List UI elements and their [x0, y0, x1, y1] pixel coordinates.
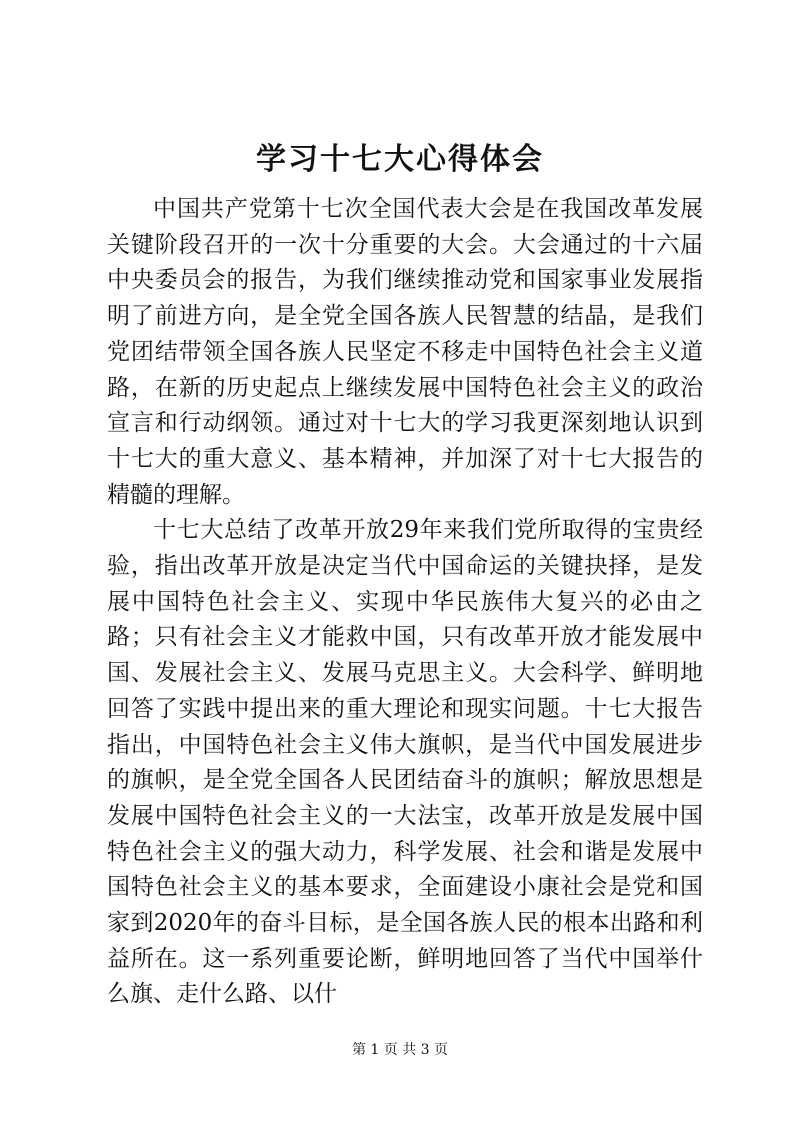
paragraph-2: 十七大总结了改革开放29年来我们党所取得的宝贵经验，指出改革开放是决定当代中国命运的关键抉择，是发展中国特色社会主义、实现中华民族伟大复兴的必由之路；只有社会主义才能救中国，只有改革开放才能发展中国、发展社会主义、发展马克思主义。大会科学、鲜明地回答了实践中提出来的重大理论和现实问题。十七大报告指出，中国特色社会主义伟大旗帜，是当代中国发展进步的旗帜，是全党全国各人民团结奋斗的旗帜；解放思想是发展中国特色社会主义的一大法宝，改革开放是发展中国特色社会主义的强大动力，科学发展、社会和谐是发展中国特色社会主义的基本要求，全面建设小康社会是党和国家到2020年的奋斗目标，是全国各族人民的根本出路和利益所在。这一系列重要论断，鲜明地回答了当代中国举什么旗、走什么路、以什	[107, 517, 703, 1008]
document-body	[107, 192, 703, 1013]
page-footer: 第 1 页 共 3 页	[351, 1042, 449, 1058]
paragraph-1: 中国共产党第十七次全国代表大会是在我国改革发展关键阶段召开的一次十分重要的大会。大会通过的十六届中央委员会的报告，为我们继续推动党和国家事业发展指明了前进方向，是全党全国各族人民智慧的结晶，是我们党团结带领全国各族人民坚定不移走中国特色社会主义道路，在新的历史起点上继续发展中国特色社会主义的政治宣言和行动纲领。通过对十七大的学习我更深刻地认识到十七大的重大意义、基本精神，并加深了对十七大报告的精髓的理解。	[107, 196, 703, 508]
document-title: 学习十七大心得体会	[256, 142, 544, 177]
